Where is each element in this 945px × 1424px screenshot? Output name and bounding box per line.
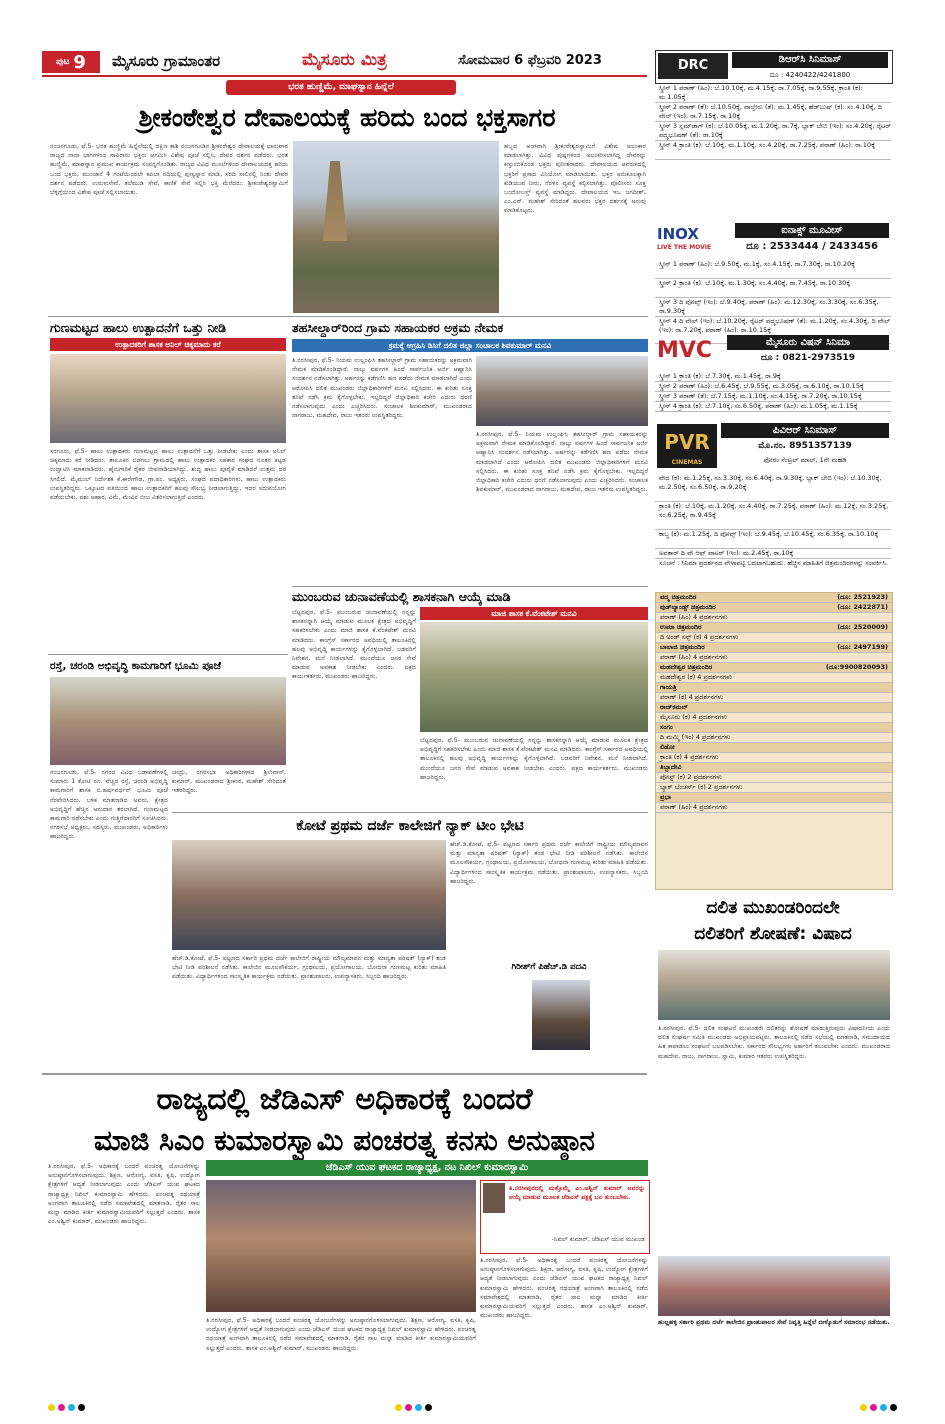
pvr-address: ಫೋರಂ ಸೆಂಟ್ರಲ್ ಮಾಲ್, 1ನೇ ಮಹಡಿ [763,456,847,464]
mvc-name: ಮೈಸೂರು ವಿಷನ್ ಸಿನಿಮಾ [727,335,889,350]
drc-phone: ದೂ : 4240422/4241800 [769,71,851,79]
story4-subhead: ಕ್ರಮಕ್ಕೆ ಆಗ್ರಹಿಸಿ ಡಿಸಿಗೆ ದಲಿತ ಜಿಲ್ಲಾ ಸಂಚಾಲಕ ಶಿವಕುಮಾರ್ ಮನವಿ [292,339,648,352]
theatre-name: ಪ್ರಭಾ [660,793,672,801]
story7-photo [206,1180,476,1312]
theatre-name: ವುಡ್‌ಲ್ಯಾಂಡ್ಸ್ ಚಿತ್ರಮಂದಿರ [660,603,716,611]
listing-row: ಸ್ಕ್ರೀನ್ 4 ದಿ ವೇಲ್ (ಇಂ): ಬೆ.10.20ಕ್ಕೆ, ರೈಟರ್ ಪದ್ಮಭೂಷಣ್ (ತೆ): ಮ.1.20ಕ್ಕೆ, ಸಂ.4.30ಕ್ಕೆ, ದಿ ವೇಲ್ (ಇಂ): ರಾ.7.20ಕ್ಕೆ, ಪಠಾಣ್ (ಹಿಂ): ರಾ.10.15ಕ್ಕೆ [655,317,891,344]
listing-row: ಸ್ಕ್ರೀನ್ 3 ದಿ ಪೋಪ್ಸ್ (ಇಂ): ಬೆ.9.40ಕ್ಕೆ, ಪಠಾಣ್ (ಹಿಂ): ಮ.12.30ಕ್ಕೆ, ಸಂ.3.30ಕ್ಕೆ, ಸಂ.6.35ಕ್ಕೆ, ರಾ.9.30ಕ್ಕೆ [655,298,891,317]
story6-headline: ಕೋಟೆ ಪ್ರಥಮ ದರ್ಜೆ ಕಾಲೇಜಿಗೆ ನ್ಯಾಕ್ ಟೀಂ ಭೇಟಿ [296,818,524,834]
story5-body-cont: ಬೆಟ್ಟದಪುರ, ಫೆ.5- ಮುಂಬರುವ ಚುನಾವಣೆಯಲ್ಲಿ ನನ್ನನ್ನು ಶಾಸಕನನ್ನಾಗಿ ಆಯ್ಕೆ ಮಾಡುವ ಮೂಲಕ ಕ್ಷೇತ್ರದ ಅಭಿವೃದ್ಧಿಗೆ ಸಹಕರಿಸಬೇಕು ಎಂದು ಮಾಜಿ ಶಾಸಕ ಕೆ.ವೆಂಕಟೇಶ್ ಮನವಿ ಮಾಡಿದರು. ಕಾಂಗ್ರೆಸ್ ಸರ್ಕಾರದ ಅವಧಿಯಲ್ಲಿ ತಾಲೂಕಿನಲ್ಲಿ ಹಲವು ಅಭಿವೃದ್ಧಿ ಕಾರ್ಯಗಳನ್ನು ಕೈಗೊಳ್ಳಲಾಗಿದೆ. ಬಡವರಿಗೆ ನಿವೇಶನ, ಮನೆ ನೀಡಲಾಗಿದೆ. ಮುಂದೆಯೂ ಜನರ ಸೇವೆ ಮಾಡುವ ಅವಕಾಶ ನೀಡಬೇಕು ಎಂದರು. ಪಕ್ಷದ ಕಾರ್ಯಕರ್ತರು, ಮುಖಂಡರು ಹಾಜರಿದ್ದರು. [420,737,648,781]
theatre-phone: (ದೂ:9900820093) [825,663,888,671]
theatre-show-row: ಪಠಾಣ್ (ಹಿಂ) 4 ಪ್ರದರ್ಶನಗಳು [656,613,892,623]
divider [42,1073,647,1075]
theatre-show-row: ದಿ ಅಂಡ್ ಸನ್ಸ್ (ಕ) 4 ಪ್ರದರ್ಶನಗಳು [656,633,892,643]
theatre-name: ಮಹದೇಶ್ವರ ಚಿತ್ರಮಂದಿರ [660,663,713,671]
story2-photo [50,354,286,443]
theatre-show-row: ಪಠಾಣ್ (ಹಿಂ) 4 ಪ್ರದರ್ಶನಗಳು [656,653,892,663]
print-registration-dots-center [395,1404,432,1411]
story8-caption: ಹುಲ್ಲಹಳ್ಳಿ ಸರ್ಕಾರಿ ಪ್ರಥಮ ದರ್ಜೆ ಕಾಲೇಜಿನ ಪ್ರಾಂಶುಪಾಲರ ಸೇವೆ ನಿವೃತ್ತಿ ಹಿನ್ನೆಲೆ ಬೀಳ್ಕೊಡುಗೆ ಸಮಾರಂಭ ನಡೆಯಿತು. [658,1319,890,1326]
story2-subhead: ಉತ್ಪಾದಕರಿಗೆ ಶಾಸಕ ಅನಿಲ್ ಚಿಕ್ಕಮಾದು ಕರೆ [50,338,286,351]
story4-body-cont: ತಿ.ನರಸೀಪುರ, ಫೆ.5- ನಿಯಮ ಉಲ್ಲಂಘಿಸಿ ತಹಸೀಲ್ದಾರ್ ಗ್ರಾಮ ಸಹಾಯಕರನ್ನು ಅಕ್ರಮವಾಗಿ ನೇಮಕ ಮಾಡಿಕೊಂಡಿದ್ದಾರೆ. ನಾಲ್ಕು ವರ್ಷಗಳ ಹಿಂದೆ ಸಾರ್ವಜನಿಕ ಅರ್ಜಿ ಆಹ್ವಾನಿಸಿ ಸಂದರ್ಶನ ನಡೆಸಲಾಗಿತ್ತು. ಅರ್ಹರನ್ನು ಕಡೆಗಣಿಸಿ ಹಣ ಪಡೆದು ನೇಮಕ ಮಾಡಲಾಗಿದೆ ಎಂದು ಆರೋಪಿಸಿ ದಲಿತ ಮುಖಂಡರು ಜಿಲ್ಲಾಧಿಕಾರಿಗಳಿಗೆ ಮನವಿ ಸಲ್ಲಿಸಿದರು. ಈ ಕುರಿತು ಸೂಕ್ತ ತನಿಖೆ ನಡೆಸಿ ಕ್ರಮ ಕೈಗೊಳ್ಳಬೇಕು. ಇಲ್ಲದಿದ್ದರೆ ಜಿಲ್ಲಾಧಿಕಾರಿ ಕಚೇರಿ ಎದುರು ಧರಣಿ ನಡೆಸಲಾಗುವುದು ಎಂದು ಎಚ್ಚರಿಸಿದರು. ಸಂಚಾಲಕ ಶಿವಕುಮಾರ್, ಮುಖಂಡರಾದ ನಾಗರಾಜು, ಮಹದೇವ, ರಾಜು ಇತರರು ಉಪಸ್ಥಿತರಿದ್ದರು. [476,431,648,494]
theatre-show-row: ದಿ ಮಮ್ಮಿ (ಇಂ) 4 ಪ್ರದರ್ಶನಗಳು [656,733,892,743]
listing-row: ಸ್ಕ್ರೀನ್ 1 ಪಠಾಣ್ (ಹಿಂ): ಬೆ.10.10ಕ್ಕೆ, ಮ.4.15ಕ್ಕೆ, ರಾ.7.05ಕ್ಕೆ, ರಾ.9.55ಕ್ಕೆ, ಕ್ರಾಂತಿ (ಕ): ಮ.1.05ಕ್ಕೆ [655,84,891,103]
story7-body: ತಿ.ನರಸೀಪುರ, ಫೆ.5- ಅಧಿಕಾರಕ್ಕೆ ಬಂದರೆ ಪಂಚರತ್ನ ಯೋಜನೆಗಳನ್ನು ಅನುಷ್ಠಾನಗೊಳಿಸಲಾಗುವುದು. ಶಿಕ್ಷಣ, ಆರೋಗ್ಯ, ವಸತಿ, ಕೃಷಿ, ಉದ್ಯೋಗ ಕ್ಷೇತ್ರಗಳಿಗೆ ಆದ್ಯತೆ ನೀಡಲಾಗುವುದು ಎಂದು ಜೆಡಿಎಸ್ ಯುವ ಘಟಕದ ರಾಜ್ಯಾಧ್ಯಕ್ಷ ನಿಖಿಲ್ ಕುಮಾರಸ್ವಾಮಿ ಹೇಳಿದರು. ಪಂಚರತ್ನ ರಥಯಾತ್ರೆ ಅಂಗವಾಗಿ ತಾಲೂಕಿನಲ್ಲಿ ನಡೆದ ಸಮಾವೇಶದಲ್ಲಿ ಮಾತನಾಡಿ, ರೈತರ ಸಾಲ ಮನ್ನಾ ಮಾಡಿದ ಕೀರ್ತಿ ಕುಮಾರಸ್ವಾಮಿಯವರಿಗೆ ಸಲ್ಲುತ್ತದೆ ಎಂದರು. ಶಾಸಕ ಎಂ.ಅಶ್ವಿನ್ ಕುಮಾರ್, ಮುಖಂಡರು ಹಾಜರಿದ್ದರು. [48,1163,200,1226]
drc-listing [655,84,891,160]
section-title: ಮೈಸೂರು ಗ್ರಾಮಾಂತರ [112,52,221,70]
story7-body-cont2: ತಿ.ನರಸೀಪುರ, ಫೆ.5- ಅಧಿಕಾರಕ್ಕೆ ಬಂದರೆ ಪಂಚರತ್ನ ಯೋಜನೆಗಳನ್ನು ಅನುಷ್ಠಾನಗೊಳಿಸಲಾಗುವುದು. ಶಿಕ್ಷಣ, ಆರೋಗ್ಯ, ವಸತಿ, ಕೃಷಿ, ಉದ್ಯೋಗ ಕ್ಷೇತ್ರಗಳಿಗೆ ಆದ್ಯತೆ ನೀಡಲಾಗುವುದು ಎಂದು ಜೆಡಿಎಸ್ ಯುವ ಘಟಕದ ರಾಜ್ಯಾಧ್ಯಕ್ಷ ನಿಖಿಲ್ ಕುಮಾರಸ್ವಾಮಿ ಹೇಳಿದರು. ಪಂಚರತ್ನ ರಥಯಾತ್ರೆ ಅಂಗವಾಗಿ ತಾಲೂಕಿನಲ್ಲಿ ನಡೆದ ಸಮಾವೇಶದಲ್ಲಿ ಮಾತನಾಡಿ, ರೈತರ ಸಾಲ ಮನ್ನಾ ಮಾಡಿದ ಕೀರ್ತಿ ಕುಮಾರಸ್ವಾಮಿಯವರಿಗೆ ಸಲ್ಲುತ್ತದೆ ಎಂದರು. ಶಾಸಕ ಎಂ.ಅಶ್ವಿನ್ ಕುಮಾರ್, ಮುಖಂಡರು ಹಾಜರಿದ್ದರು. [206,1317,476,1352]
theatre-name: ಸಂಗಂ [660,723,673,731]
story5-headline: ಮುಂಬರುವ ಚುನಾವಣೆಯಲ್ಲಿ ಶಾಸಕನಾಗಿ ಆಯ್ಕೆ ಮಾಡಿ [292,589,511,604]
mvc-listing [655,372,891,412]
listing-row: ಸ್ಕ್ರೀನ್ 1 ಕ್ರಾಂತಿ (ಕ): ಬೆ.7.30ಕ್ಕೆ, ಮ.1.45ಕ್ಕೆ, ರಾ.9ಕ್ಕೆ [655,372,891,382]
listing-row: ಸ್ಕ್ರೀನ್ 3 ಪಠಾಣ್ (ತೆ): ಬೆ.7.15ಕ್ಕೆ, ಮ.1.10ಕ್ಕೆ, ಸಂ.4.15ಕ್ಕೆ, ರಾ.7.20ಕ್ಕೆ, ರಾ.10.15ಕ್ಕೆ [655,392,891,402]
drc-header [655,50,893,84]
inox-listing [655,260,891,344]
listing-row: ಸ್ಕ್ರೀನ್ 4 ಕ್ರಾಂತಿ (ಕ): ಬೆ.7.10ಕ್ಕೆ, ಸಂ.6.50ಕ್ಕೆ, ಪಠಾಣ್ (ಹಿಂ): ಮ.1.05ಕ್ಕೆ, ಮ.1.15ಕ್ಕೆ [655,402,891,412]
mvc-logo: MVC [657,338,713,363]
listing-row: ಸ್ಕ್ರೀನ್ 1 ಪಠಾಣ್ (ಹಿಂ): ಬೆ.9.50ಕ್ಕೆ, ಮ.1ಕ್ಕೆ, ಸಂ.4.15ಕ್ಕೆ, ರಾ.7.30ಕ್ಕೆ, ರಾ.10.20ಕ್ಕೆ [655,260,891,279]
theatre-name-row [656,743,892,753]
listing-row: ಸ್ಕ್ರೀನ್ 3 ಸ್ಲಮ್‌ಡಾಗ್ (ಕ): ಬೆ.10.05ಕ್ಕೆ, ಮ.1.20ಕ್ಕೆ, ರಾ.7ಕ್ಕೆ, ಬ್ಲಾಕ್ ಬೇಬಿ (ಇಂ): ಸಂ.4.20ಕ್ಕೆ, ರೈಟರ್ ಪದ್ಮಭೂಷಣ್ (ತೆ): ರಾ.10ಕ್ಕೆ [655,122,891,141]
theatre-name: ಬಾಲಾಜಿ ಚಿತ್ರಮಂದಿರ [660,643,705,651]
story7-quote-attribution: -ನಿಖಿಲ್ ಕುಮಾರ್, ಜೆಡಿಎಸ್ ಯುವ ಮುಖಂಡ [551,1236,645,1243]
listing-row: ಸ್ಕ್ರೀನ್ 2 ಪಠಾಣ್ (ಹಿಂ): ಬೆ.6.45ಕ್ಕೆ, ಬೆ.9.55ಕ್ಕೆ, ಮ.3.05ಕ್ಕೆ, ರಾ.6.10ಕ್ಕೆ, ರಾ.10.15ಕ್ಕೆ [655,382,891,392]
story2-headline: ಗುಣಮಟ್ಟದ ಹಾಲು ಉತ್ಪಾದನೆಗೆ ಒತ್ತು ನೀಡಿ [50,320,227,335]
story8-photo [658,950,890,1020]
story3-headline: ರಸ್ತೆ, ಚರಂಡಿ ಅಭಿವೃದ್ಧಿ ಕಾಮಗಾರಿಗೆ ಭೂಮಿ ಪೂಜೆ [50,660,222,672]
story7-subhead: ಜೆಡಿಎಸ್ ಯುವ ಘಟಕದ ರಾಜ್ಯಾಧ್ಯಕ್ಷ, ನಟ ನಿಖಿಲ್ ಕುಮಾರಸ್ವಾಮಿ [206,1160,648,1176]
listing-row: ಅವತಾರ್ ದಿ ವೇ ಆಫ್ ವಾಟರ್ (ಇಂ): ಮ.2.45ಕ್ಕೆ, ರಾ.10ಕ್ಕೆ [655,549,891,559]
theatre-name-row [656,623,892,633]
issue-date: ಸೋಮವಾರ 6 ಫೆಬ್ರವರಿ 2023 [458,53,602,68]
theatre-show-row: ಬ್ಯಾಕ್ ಬೆಂಚರ್ಸ್ (ಕ) 2 ಪ್ರದರ್ಶನಗಳು [656,783,892,793]
story7-quote-box [480,1180,650,1254]
pvr-logo: PVR CINEMAS [657,424,717,468]
page-number-badge [42,51,100,73]
divider [48,654,288,655]
story6-photo [172,840,446,950]
theatre-name-row [656,723,892,733]
mvc-header [655,334,891,368]
theatre-phone: (ದೂ: 2521923) [837,593,888,601]
inox-header [655,222,891,258]
mvc-phone: ದೂ : 0821-2973519 [760,353,856,363]
listing-row: ಸ್ಕ್ರೀನ್ 2 ಪಠಾಣ್ (ತೆ): ಬೆ.10.50ಕ್ಕೆ, ವಾಲ್ತೇರು (ತೆ): ಮ.1.45ಕ್ಕೆ, ಹೆಡ್‌ಬುಷ್ (ಕ): ಸಂ.4.10ಕ್ಕೆ, ದಿ ವೇಲ್ (ಇಂ): ರಾ.7.15ಕ್ಕೆ, ರಾ.10ಕ್ಕೆ [655,103,891,122]
print-registration-dots-right [860,1404,897,1411]
theatre-name-row [656,763,892,773]
theatre-phone: (ದೂ: 2422871) [837,603,888,611]
story5-subhead: ಮಾಜಿ ಶಾಸಕ ಕೆ.ವೆಂಕಟೇಶ್ ಮನವಿ [420,607,648,620]
pvr-listing [655,474,891,577]
theatre-name: ತಿಬ್ಬಾದೇವಿ [660,763,682,771]
story5-body: ಬೆಟ್ಟದಪುರ, ಫೆ.5- ಮುಂಬರುವ ಚುನಾವಣೆಯಲ್ಲಿ ನನ್ನನ್ನು ಶಾಸಕನನ್ನಾಗಿ ಆಯ್ಕೆ ಮಾಡುವ ಮೂಲಕ ಕ್ಷೇತ್ರದ ಅಭಿವೃದ್ಧಿಗೆ ಸಹಕರಿಸಬೇಕು ಎಂದು ಮಾಜಿ ಶಾಸಕ ಕೆ.ವೆಂಕಟೇಶ್ ಮನವಿ ಮಾಡಿದರು. ಕಾಂಗ್ರೆಸ್ ಸರ್ಕಾರದ ಅವಧಿಯಲ್ಲಿ ತಾಲೂಕಿನಲ್ಲಿ ಹಲವು ಅಭಿವೃದ್ಧಿ ಕಾರ್ಯಗಳನ್ನು ಕೈಗೊಳ್ಳಲಾಗಿದೆ. ಬಡವರಿಗೆ ನಿವೇಶನ, ಮನೆ ನೀಡಲಾಗಿದೆ. ಮುಂದೆಯೂ ಜನರ ಸೇವೆ ಮಾಡುವ ಅವಕಾಶ ನೀಡಬೇಕು ಎಂದರು. ಪಕ್ಷದ ಕಾರ್ಯಕರ್ತರು, ಮುಖಂಡರು ಹಾಜರಿದ್ದರು. [292,609,416,681]
divider [48,316,648,317]
story7-quote: ತಿ.ನರಸೀಪುರದಲ್ಲಿ ಮತ್ತೊಮ್ಮೆ ಎಂ.ಅಶ್ವಿನ್ ಕುಮಾರ್ ಅವರನ್ನು ಆಯ್ಕೆ ಮಾಡುವ ಮೂಲಕ ಜೆಡಿಎಸ್ ಪಕ್ಷಕ್ಕೆ ಬಲ ತುಂಬಬೇಕು. [509,1185,645,1202]
theatre-show-row: ಮಹದೇಶ್ವರ (ಕ) 4 ಪ್ರದರ್ಶನಗಳು [656,673,892,683]
theatre-show-row: ಮೈಸೂರು (ಕ) 4 ಪ್ರದರ್ಶನಗಳು [656,713,892,723]
story5-photo [420,622,648,732]
print-registration-dots-left [48,1404,85,1411]
story4-headline: ತಹಸೀಲ್ದಾರ್‌ರಿಂದ ಗ್ರಾಮ ಸಹಾಯಕರ ಅಕ್ರಮ ನೇಮಕ [292,320,504,335]
inox-name: ಐನಾಕ್ಸ್ ಮೂವೀಸ್ [735,223,889,238]
drc-logo: DRC [658,53,728,79]
theatre-name: ಗಾಯತ್ರಿ [660,683,677,691]
listing-row: ಸ್ಕ್ರೀನ್ 4 ಕ್ರಾಂತಿ (ಕ): ಬೆ.10ಕ್ಕೆ, ಮ.1.10ಕ್ಕೆ, ಸಂ.4.20ಕ್ಕೆ, ರಾ.7.25ಕ್ಕೆ, ಪಠಾಣ್ (ಹಿಂ): ರಾ.10ಕ್ಕೆ [655,141,891,160]
theatre-phone: (ದೂ: 2497199) [837,643,888,651]
theatres-table [655,592,893,890]
theatre-list [656,593,892,813]
story1-body-right: ಹಬ್ಬದ ಅಂಗವಾಗಿ ಶ್ರೀಕಂಠೇಶ್ವರಸ್ವಾಮಿಗೆ ವಿಶೇಷ ಅಲಂಕಾರ ಮಾಡಲಾಗಿತ್ತು. ವಿವಿಧ ಪುಷ್ಪಗಳಿಂದ ಅಲಂಕರಿಸಲಾಗಿದ್ದ ದೇವರನ್ನು ಕಣ್ತುಂಬಿಕೊಂಡ ಭಕ್ತರು ಪುನೀತರಾದರು. ದೇವಾಲಯದ ಆವರಣದಲ್ಲಿ ಭಕ್ತರಿಗೆ ಪ್ರಸಾದ ವಿನಿಯೋಗ ಮಾಡಲಾಯಿತು. ಭಕ್ತರ ಅನುಕೂಲಕ್ಕಾಗಿ ಕುಡಿಯುವ ನೀರು, ನೆರಳಿನ ವ್ಯವಸ್ಥೆ ಕಲ್ಪಿಸಲಾಗಿತ್ತು. ಪೊಲೀಸರು ಸೂಕ್ತ ಬಂದೋಬಸ್ತ್ ವ್ಯವಸ್ಥೆ ಮಾಡಿದ್ದರು. ದೇವಾಲಯದ ಇಒ ಜಗದೀಶ್, ಎಂ.ಎನ್. ಮಹೇಶ್ ಸೇರಿದಂತೆ ಹಲವರು ಭಕ್ತರ ದರ್ಶನಕ್ಕೆ ಅನುವು ಮಾಡಿಕೊಟ್ಟರು. [504,143,646,215]
page-label: ಪುಟ [56,57,70,67]
story8-photo2 [658,1256,890,1316]
theatre-name-row [656,603,892,613]
story8-headline-line2: ದಲಿತರಿಗೆ ಶೋಷಣೆ: ವಿಷಾದ [694,924,852,944]
listing-row: ಕಾಬ್ಜ (ಕ): ಮ.1.25ಕ್ಕೆ, ದಿ ಪೋಪ್ಸ್ (ಇಂ): ಬೆ.9.45ಕ್ಕೆ, ಬೆ.10.45ಕ್ಕೆ, ಸಂ.6.35ಕ್ಕೆ, ರಾ.10.10ಕ್ಕೆ [655,530,891,549]
theatre-name-row [656,643,892,653]
inox-phone: ದೂ : 2533444 / 2433456 [746,241,878,252]
story3-photo [50,677,286,765]
theatre-show-row: ಪಠಾಣ್ (ಕ) 4 ಪ್ರದರ್ಶನಗಳು [656,693,892,703]
story2-body: ಸರಗೂರು, ಫೆ.5- ಹಾಲು ಉತ್ಪಾದಕರು ಗುಣಮಟ್ಟದ ಹಾಲು ಉತ್ಪಾದನೆಗೆ ಒತ್ತು ನೀಡಬೇಕು ಎಂದು ಶಾಸಕ ಅನಿಲ್ ಚಿಕ್ಕಮಾದು ಕರೆ ನೀಡಿದರು. ತಾಲೂಕಿನ ಬಿಡಗಲು ಗ್ರಾಮದಲ್ಲಿ ಹಾಲು ಉತ್ಪಾದಕರ ಸಹಕಾರ ಸಂಘದ ನೂತನ ಕಟ್ಟಡ ಉದ್ಘಾಟಿಸಿ ಮಾತನಾಡಿದರು. ಹೈನುಗಾರಿಕೆ ರೈತರ ಜೀವನಾಡಿಯಾಗಿದ್ದು, ಶುದ್ಧ ಹಾಲು ಪೂರೈಕೆ ಮಾಡಿದರೆ ಉತ್ತಮ ದರ ಸಿಗಲಿದೆ. ಮೈಮುಲ್ ನಿರ್ದೇಶಕ ಕೆ.ಈರೇಗೌಡ, ಗ್ರಾ.ಪಂ. ಅಧ್ಯಕ್ಷರು, ಸಂಘದ ಪದಾಧಿಕಾರಿಗಳು, ಹಾಲು ಉತ್ಪಾದಕರು ಉಪಸ್ಥಿತರಿದ್ದರು. ಒಕ್ಕೂಟದ ವತಿಯಿಂದ ಹಾಲು ಉತ್ಪಾದಕರಿಗೆ ಹಲವು ಸೌಲಭ್ಯ ನೀಡಲಾಗುತ್ತಿದ್ದು, ಇದರ ಸದುಪಯೋಗ ಪಡೆಯಬೇಕು. ಪಶು ಆಹಾರ, ವಿಮೆ, ಮೇವಿನ ಬೀಜ ವಿತರಿಸಲಾಗುತ್ತಿದೆ ಎಂದರು. [50,448,286,502]
theatre-show-row: ಪಠಾಣ್ (ಹಿಂ) 4 ಪ್ರದರ್ಶನಗಳು [656,803,892,813]
newspaper-logo: ಮೈಸೂರು ಮಿತ್ರ [302,50,387,70]
theatre-phone: (ದೂ: 2520009) [837,623,888,631]
drc-name: ಡಿಆರ್‌ಸಿ ಸಿನಿಮಾಸ್ [732,52,888,68]
theatre-name: ಲಿಡೋ [660,743,675,751]
story1-headline: ಶ್ರೀಕಂಠೇಶ್ವರ ದೇವಾಲಯಕ್ಕೆ ಹರಿದು ಬಂದ ಭಕ್ತಸಾಗರ [138,103,556,132]
temple-tower-shape [323,161,347,241]
story8-headline-line1: ದಲಿತ ಮುಖಂಡರಿಂದಲೇ [706,898,840,918]
theatre-name: ಪದ್ಮ ಚಿತ್ರಮಂದಿರ [660,593,697,601]
divider [292,586,648,587]
inox-logo: INOX LIVE THE MOVIE [657,225,712,251]
story1-temple-photo [293,141,499,313]
pvr-name: ಪಿವಿಆರ್ ಸಿನಿಮಾಸ್ [721,423,889,438]
story6-caption: ಗಿರೀಶ್‌ಗೆ ಪಿಹೆಚ್.ಡಿ ಪದವಿ [511,962,587,972]
theatre-name: ಉಮಾ ಚಿತ್ರಮಂದಿರ [660,623,702,631]
theatre-name-row [656,663,892,673]
theatre-name-row [656,593,892,603]
theatre-name-row [656,793,892,803]
pvr-header [655,422,891,472]
listing-row: ಕ್ರಾಂತಿ (ಕ): ಬೆ.10ಕ್ಕೆ, ಮ.1.20ಕ್ಕೆ, ಸಂ.4.40ಕ್ಕೆ, ರಾ.7.25ಕ್ಕೆ, ಪಠಾಣ್ (ಹಿಂ): ಮ.12ಕ್ಕೆ, ಸಂ.3.25ಕ್ಕೆ, ಸಂ.6.25ಕ್ಕೆ, ರಾ.9.45ಕ್ಕೆ [655,502,891,530]
story4-body: ತಿ.ನರಸೀಪುರ, ಫೆ.5- ನಿಯಮ ಉಲ್ಲಂಘಿಸಿ ತಹಸೀಲ್ದಾರ್ ಗ್ರಾಮ ಸಹಾಯಕರನ್ನು ಅಕ್ರಮವಾಗಿ ನೇಮಕ ಮಾಡಿಕೊಂಡಿದ್ದಾರೆ. ನಾಲ್ಕು ವರ್ಷಗಳ ಹಿಂದೆ ಸಾರ್ವಜನಿಕ ಅರ್ಜಿ ಆಹ್ವಾನಿಸಿ ಸಂದರ್ಶನ ನಡೆಸಲಾಗಿತ್ತು. ಅರ್ಹರನ್ನು ಕಡೆಗಣಿಸಿ ಹಣ ಪಡೆದು ನೇಮಕ ಮಾಡಲಾಗಿದೆ ಎಂದು ಆರೋಪಿಸಿ ದಲಿತ ಮುಖಂಡರು ಜಿಲ್ಲಾಧಿಕಾರಿಗಳಿಗೆ ಮನವಿ ಸಲ್ಲಿಸಿದರು. ಈ ಕುರಿತು ಸೂಕ್ತ ತನಿಖೆ ನಡೆಸಿ ಕ್ರಮ ಕೈಗೊಳ್ಳಬೇಕು. ಇಲ್ಲದಿದ್ದರೆ ಜಿಲ್ಲಾಧಿಕಾರಿ ಕಚೇರಿ ಎದುರು ಧರಣಿ ನಡೆಸಲಾಗುವುದು ಎಂದು ಎಚ್ಚರಿಸಿದರು. ಸಂಚಾಲಕ ಶಿವಕುಮಾರ್, ಮುಖಂಡರಾದ ನಾಗರಾಜು, ಮಹದೇವ, ರಾಜು ಇತರರು ಉಪಸ್ಥಿತರಿದ್ದರು. [292,357,472,420]
story8-body: ತಿ.ನರಸೀಪುರ, ಫೆ.5- ದಲಿತ ಸಂಘಟನೆ ಮುಖಂಡರೇ ದಲಿತರನ್ನು ಶೋಷಣೆ ಮಾಡುತ್ತಿರುವುದು ವಿಷಾದನೀಯ ಎಂದು ದಲಿತ ಸಂಘರ್ಷ ಸಮಿತಿ ಮುಖಂಡರು ಅಭಿಪ್ರಾಯಪಟ್ಟರು. ತಾಲೂಕಿನಲ್ಲಿ ನಡೆದ ಸಭೆಯಲ್ಲಿ ಮಾತನಾಡಿ, ಸಮುದಾಯದ ಹಿತ ಕಾಪಾಡಲು ಸಂಘಟನೆ ಬಲಪಡಿಸಬೇಕು. ಸರ್ಕಾರದ ಸೌಲಭ್ಯಗಳು ಅರ್ಹರಿಗೆ ತಲುಪಬೇಕು ಎಂದರು. ಮುಖಂಡರಾದ ಮಹದೇವ, ರಾಜು, ನಾಗರಾಜು, ಸ್ವಾಮಿ, ಕುಮಾರ ಇತರರು ಉಪಸ್ಥಿತರಿದ್ದರು. [658,1025,890,1060]
story7-headline-line2: ಮಾಜಿ ಸಿಎಂ ಕುಮಾರಸ್ವಾಮಿ ಪಂಚರತ್ನ ಕನಸು ಅನುಷ್ಠಾನ [94,1124,595,1157]
theatre-name-row [656,703,892,713]
listing-row: ವೇದ (ಕ): ಮ.1.25ಕ್ಕೆ, ಸಂ.3.30ಕ್ಕೆ, ಸಂ.6.40ಕ್ಕೆ, ರಾ.9.30ಕ್ಕೆ, ಬ್ಲಾಕ್ ಬೇಬಿ (ಇಂ): ಬೆ.10.30ಕ್ಕೆ, ಮ.2.50ಕ್ಕೆ, ಸಂ.6.50ಕ್ಕೆ, ರಾ.9.20ಕ್ಕೆ [655,474,891,502]
story1-kicker: ಭರತ ಹುಣ್ಣಿಮೆ, ಮಾಘಸ್ನಾನ ಹಿನ್ನೆಲೆ [226,80,456,95]
theatre-name-row [656,683,892,693]
theatre-name: ರಾಜ್‌ಕಮಲ್ [660,703,688,711]
pvr-phone: ಮೊ.ನಂ. 8951357139 [758,441,852,451]
story7-body-cont: ತಿ.ನರಸೀಪುರ, ಫೆ.5- ಅಧಿಕಾರಕ್ಕೆ ಬಂದರೆ ಪಂಚರತ್ನ ಯೋಜನೆಗಳನ್ನು ಅನುಷ್ಠಾನಗೊಳಿಸಲಾಗುವುದು. ಶಿಕ್ಷಣ, ಆರೋಗ್ಯ, ವಸತಿ, ಕೃಷಿ, ಉದ್ಯೋಗ ಕ್ಷೇತ್ರಗಳಿಗೆ ಆದ್ಯತೆ ನೀಡಲಾಗುವುದು ಎಂದು ಜೆಡಿಎಸ್ ಯುವ ಘಟಕದ ರಾಜ್ಯಾಧ್ಯಕ್ಷ ನಿಖಿಲ್ ಕುಮಾರಸ್ವಾಮಿ ಹೇಳಿದರು. ಪಂಚರತ್ನ ರಥಯಾತ್ರೆ ಅಂಗವಾಗಿ ತಾಲೂಕಿನಲ್ಲಿ ನಡೆದ ಸಮಾವೇಶದಲ್ಲಿ ಮಾತನಾಡಿ, ರೈತರ ಸಾಲ ಮನ್ನಾ ಮಾಡಿದ ಕೀರ್ತಿ ಕುಮಾರಸ್ವಾಮಿಯವರಿಗೆ ಸಲ್ಲುತ್ತದೆ ಎಂದರು. ಶಾಸಕ ಎಂ.ಅಶ್ವಿನ್ ಕುಮಾರ್, ಮುಖಂಡರು ಹಾಜರಿದ್ದರು. [480,1257,648,1320]
listing-row: ಸ್ಕ್ರೀನ್ 2 ಕ್ರಾಂತಿ (ಕ): ಬೆ.10ಕ್ಕೆ, ಮ.1.30ಕ್ಕೆ, ಸಂ.4.40ಕ್ಕೆ, ರಾ.7.45ಕ್ಕೆ, ರಾ.10.30ಕ್ಕೆ [655,279,891,298]
theatre-show-row: ಪೋಸ್ಟ್ (ಕ) 2 ಪ್ರದರ್ಶನಗಳು [656,773,892,783]
story3-body: ನಂಜನಗೂಡು, ಫೆ.5- ನಗರದ ವಿವಿಧ ಬಡಾವಣೆಗಳಲ್ಲಿ ಸುಮಾರು 1 ಕೋಟಿ ರೂ. ವೆಚ್ಚದ ರಸ್ತೆ, ಚರಂಡಿ ಅಭಿವೃದ್ಧಿ ಕಾಮಗಾರಿಗೆ ಶಾಸಕ ಬಿ.ಹರ್ಷವರ್ಧನ್ ಭೂಮಿ ಪೂಜೆ ನೆರವೇರಿಸಿದರು. ಬಳಿಕ ಮಾತನಾಡಿದ ಅವರು, ಕ್ಷೇತ್ರದ ಅಭಿವೃದ್ಧಿಗೆ ಹೆಚ್ಚಿನ ಅನುದಾನ ತರಲಾಗಿದೆ. ಗುಣಮಟ್ಟದ ಕಾಮಗಾರಿ ನಡೆಸಬೇಕು ಎಂದು ಗುತ್ತಿಗೆದಾರರಿಗೆ ಸೂಚಿಸಿದರು. ನಗರಸಭೆ ಅಧ್ಯಕ್ಷರು, ಸದಸ್ಯರು, ಮುಖಂಡರು, ಅಧಿಕಾರಿಗಳು ಹಾಜರಿದ್ದರು. [50,769,168,841]
story6-body-cont: ಹೆಚ್.ಡಿ.ಕೋಟೆ, ಫೆ.5- ಪಟ್ಟಣದ ಸರ್ಕಾರಿ ಪ್ರಥಮ ದರ್ಜೆ ಕಾಲೇಜಿಗೆ ರಾಷ್ಟ್ರೀಯ ಮೌಲ್ಯಮಾಪನ ಮತ್ತು ಮಾನ್ಯತಾ ಪರಿಷತ್ (ನ್ಯಾಕ್) ತಂಡ ಭೇಟಿ ನೀಡಿ ಪರಿಶೀಲನೆ ನಡೆಸಿತು. ಕಾಲೇಜಿನ ಮೂಲಸೌಕರ್ಯ, ಗ್ರಂಥಾಲಯ, ಪ್ರಯೋಗಾಲಯ, ಬೋಧನಾ ಗುಣಮಟ್ಟ ಕುರಿತು ಮಾಹಿತಿ ಪಡೆಯಿತು. ವಿದ್ಯಾರ್ಥಿಗಳಿಂದ ಸಾಂಸ್ಕೃತಿಕ ಕಾರ್ಯಕ್ರಮ ನಡೆಯಿತು. ಪ್ರಾಂಶುಪಾಲರು, ಉಪನ್ಯಾಸಕರು, ಸಿಬ್ಬಂದಿ ಹಾಜರಿದ್ದರು. [450,841,648,885]
page-number: 9 [73,51,86,73]
story1-body-left: ನಂಜನಗೂಡು, ಫೆ.5- ಭರತ ಹುಣ್ಣಿಮೆ ಹಿನ್ನೆಲೆಯಲ್ಲಿ ದಕ್ಷಿಣ ಕಾಶಿ ನಂಜನಗೂಡಿನ ಶ್ರೀಕಂಠೇಶ್ವರ ದೇವಾಲಯಕ್ಕೆ ಭಾನುವಾರ ರಾಜ್ಯದ ನಾನಾ ಭಾಗಗಳಿಂದ ಸಾವಿರಾರು ಭಕ್ತರು ಆಗಮಿಸಿ ವಿಶೇಷ ಪೂಜೆ ಸಲ್ಲಿಸಿ, ದೇವರ ದರ್ಶನ ಪಡೆದರು. ಭರತ ಹುಣ್ಣಿಮೆ, ಮಾಘಸ್ನಾನ ಪ್ರಮುಖ ಕಾರ್ಯಕ್ರಮ ಸಂಪನ್ನಗೊಂಡಿತು. ರಾಜ್ಯದ ವಿವಿಧ ಮೂಲೆಗಳಿಂದ ದೇವಾಲಯದತ್ತ ಹರಿದು ಬಂದ ಭಕ್ತರು, ಮುಂಜಾನೆ 4 ಗಂಟೆಯಿಂದಲೇ ಕಪಿಲಾ ನದಿಯಲ್ಲಿ ಪುಣ್ಯಸ್ನಾನ ಮಾಡಿ, ಸರದಿ ಸಾಲಿನಲ್ಲಿ ನಿಂತು ದೇವರ ದರ್ಶನ ಪಡೆದರು. ಉರುಳುಸೇವೆ, ತಲೆಮುಡಿ ಸೇವೆ, ಕಾಣಿಕೆ ಸೇವೆ ಸಲ್ಲಿಸಿ ಭಕ್ತಿ ಮೆರೆದರು. ಶ್ರೀಕಂಠೇಶ್ವರಸ್ವಾಮಿಗೆ ಬೆಳ್ಳಿಗ್ಗೆಯಿಂದ ವಿಶೇಷ ಪೂಜೆ ಸಲ್ಲಿಸಲಾಯಿತು. [50,143,288,197]
story7-headline-line1: ರಾಜ್ಯದಲ್ಲಿ ಜೆಡಿಎಸ್ ಅಧಿಕಾರಕ್ಕೆ ಬಂದರೆ [156,1082,533,1117]
quote-avatar [483,1183,505,1213]
pvr-note: ಸೂಚನೆ : ಸಿನಿಮಾ ಪ್ರದರ್ಶನದ ವೇಳಾಪಟ್ಟಿ ಬದಲಾಗಬಹುದು. ಹೆಚ್ಚಿನ ಮಾಹಿತಿಗೆ ಚಿತ್ರಮಂದಿರಗಳನ್ನು ಸಂಪರ್ಕಿಸಿ. [659,559,888,567]
story4-photo [476,356,648,426]
story6-body: ಹೆಚ್.ಡಿ.ಕೋಟೆ, ಫೆ.5- ಪಟ್ಟಣದ ಸರ್ಕಾರಿ ಪ್ರಥಮ ದರ್ಜೆ ಕಾಲೇಜಿಗೆ ರಾಷ್ಟ್ರೀಯ ಮೌಲ್ಯಮಾಪನ ಮತ್ತು ಮಾನ್ಯತಾ ಪರಿಷತ್ (ನ್ಯಾಕ್) ತಂಡ ಭೇಟಿ ನೀಡಿ ಪರಿಶೀಲನೆ ನಡೆಸಿತು. ಕಾಲೇಜಿನ ಮೂಲಸೌಕರ್ಯ, ಗ್ರಂಥಾಲಯ, ಪ್ರಯೋಗಾಲಯ, ಬೋಧನಾ ಗುಣಮಟ್ಟ ಕುರಿತು ಮಾಹಿತಿ ಪಡೆಯಿತು. ವಿದ್ಯಾರ್ಥಿಗಳಿಂದ ಸಾಂಸ್ಕೃತಿಕ ಕಾರ್ಯಕ್ರಮ ನಡೆಯಿತು. ಪ್ರಾಂಶುಪಾಲರು, ಉಪನ್ಯಾಸಕರು, ಸಿಬ್ಬಂದಿ ಹಾಜರಿದ್ದರು. [172,955,446,981]
portrait-photo [532,980,590,1050]
divider [172,812,648,813]
theatre-show-row: ಕ್ರಾಂತಿ (ಕ) 4 ಪ್ರದರ್ಶನಗಳು [656,753,892,763]
story3-body-cont: ಚಂದ್ರು, ನಗರಸಭಾ ಅಧಿಕಾರಿಗಳಾದ ಶ್ರೀನಿವಾಸ್, ಕುಮಾರ್, ಮುಖಂಡರಾದ ಶ್ರೀಕಂಠ, ಮಹೇಶ್ ಸೇರಿದಂತೆ ಇತರರಿದ್ದರು. [172,769,286,795]
